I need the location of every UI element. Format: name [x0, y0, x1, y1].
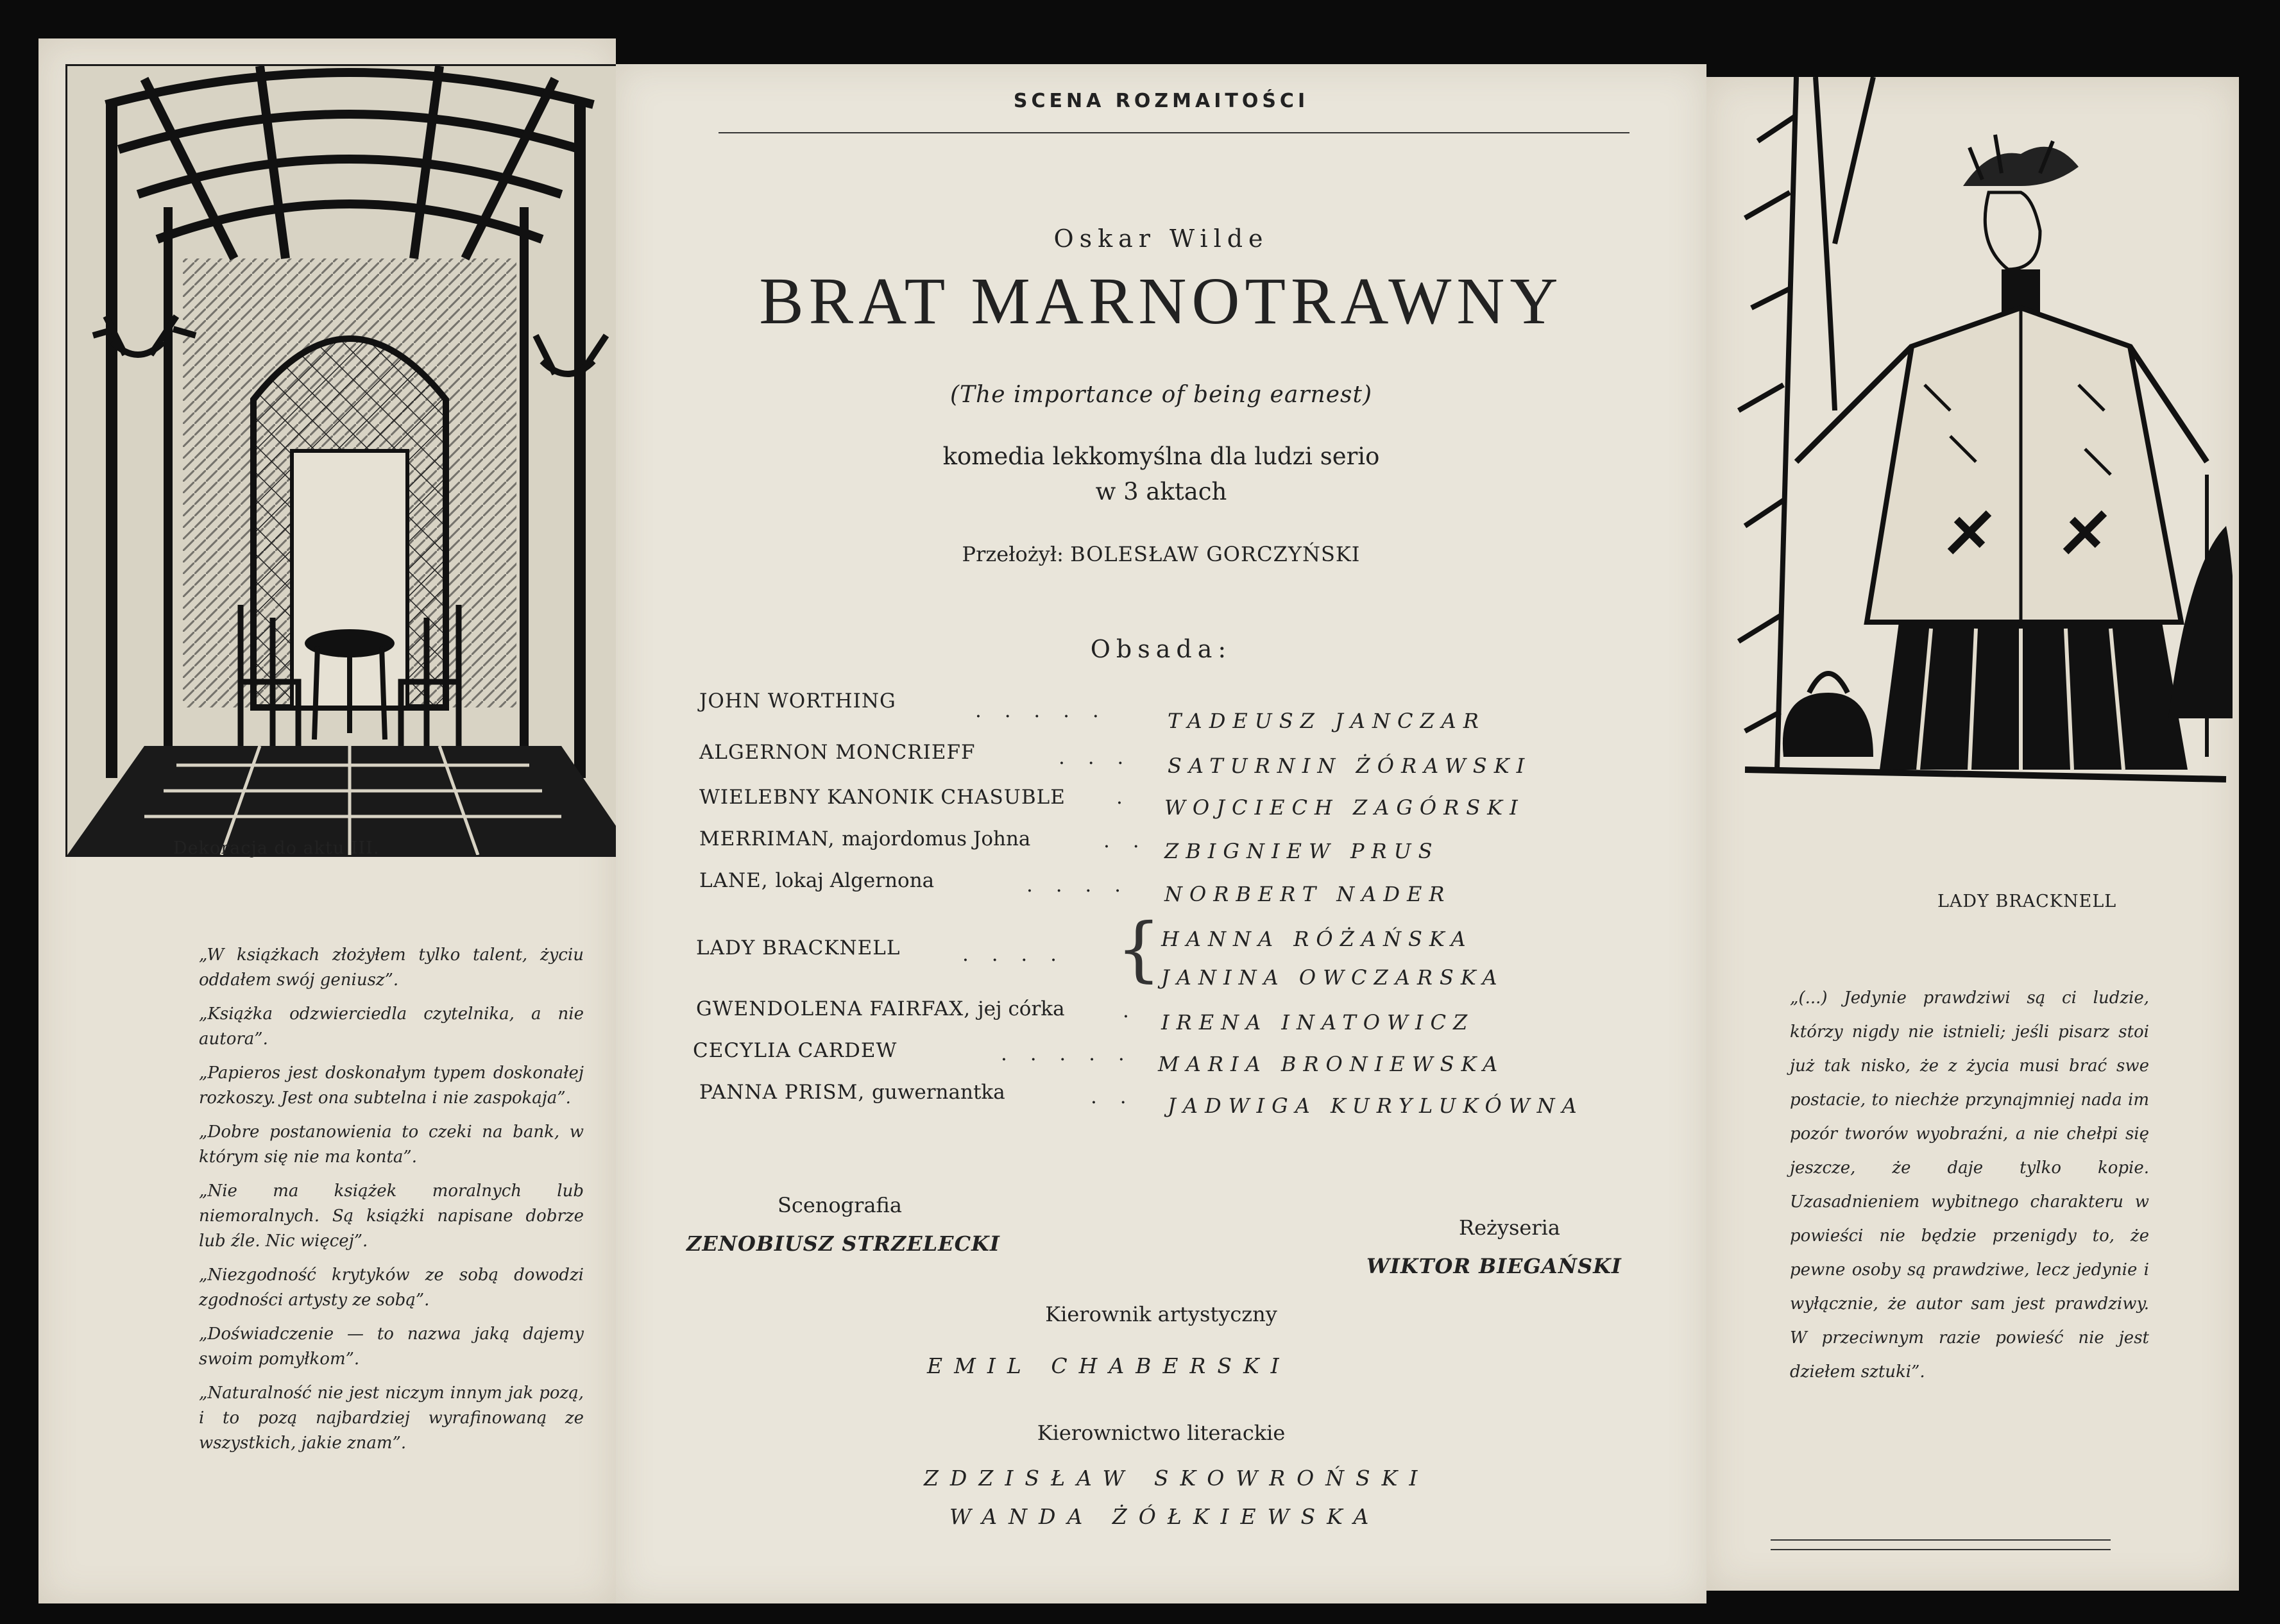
cast-role: MERRIMAN, majordomus Johna	[699, 827, 1031, 850]
lady-bracknell-illustration	[1719, 77, 2233, 885]
cast-role: GWENDOLENA FAIRFAX, jej córka	[696, 997, 1065, 1020]
center-panel	[616, 64, 1706, 1603]
cast-actor: IRENA INATOWICZ	[1161, 1010, 1475, 1035]
aphorism: „Doświadczenie — to nazwa jaką dajemy swoim pomyłkom”.	[199, 1324, 584, 1369]
aphorism: „Dobre postanowienia to czeki na bank, w którym się nie ma konta”.	[199, 1122, 584, 1167]
direction-name: WIKTOR BIEGAŃSKI	[1366, 1254, 1622, 1278]
aphorism: „Książka odzwierciedla czytelnika, a nie autora”.	[199, 1004, 584, 1049]
cast-actor: WOJCIECH ZAGÓRSKI	[1164, 795, 1525, 820]
direction-label: Reżyseria	[1459, 1215, 1560, 1240]
literary-label: Kierownictwo literackie	[1037, 1421, 1286, 1445]
cast-role: PANNA PRISM, guwernantka	[699, 1081, 1005, 1104]
theater-name: SCENA ROZMAITOŚCI	[1013, 90, 1309, 112]
leader-dots: . .	[1091, 1085, 1135, 1108]
right-panel	[1706, 77, 2239, 1591]
aphorism: „W książkach złożyłem tylko talent, życiu oddałem swój geniusz”.	[199, 945, 584, 990]
art-director-label: Kierownik artystyczny	[1045, 1302, 1277, 1326]
leader-dots: . .	[1103, 829, 1148, 852]
leader-dots: . . . .	[962, 943, 1065, 966]
original-title: (The importance of being earnest)	[949, 382, 1373, 408]
aphorism: „Niezgodność krytyków ze sobą dowodzi zgodności artysty ze sobą”.	[199, 1265, 584, 1310]
cast-actor: MARIA BRONIEWSKA	[1158, 1052, 1505, 1076]
play-title: BRAT MARNOTRAWNY	[759, 264, 1563, 338]
stage-set-illustration	[65, 64, 638, 857]
genre-line-2: w 3 aktach	[1095, 478, 1227, 505]
literary-name-1: ZDZISŁAW SKOWROŃSKI	[924, 1466, 1429, 1491]
literary-name-2: WANDA ŻÓŁKIEWSKA	[949, 1504, 1381, 1529]
art-director-name: EMIL CHABERSKI	[927, 1353, 1291, 1378]
room-drawing-icon	[67, 66, 636, 855]
illustration-caption: Dekoracja do aktu III.	[173, 838, 380, 858]
cast-actor: NORBERT NADER	[1164, 882, 1452, 906]
cast-actor: SATURNIN ŻÓRAWSKI	[1168, 754, 1532, 778]
wilde-aphorisms	[199, 943, 584, 1465]
translator-line	[616, 542, 1706, 566]
lady-figure-icon	[1719, 77, 2233, 885]
leader-dots: . . . . .	[1001, 1042, 1133, 1065]
cast-actor: ZBIGNIEW PRUS	[1164, 839, 1440, 863]
leader-dots: . . .	[1059, 746, 1132, 769]
leader-dots: . . . . .	[975, 699, 1107, 722]
leader-dots: . . . .	[1026, 874, 1129, 897]
bottom-rule	[1771, 1549, 2111, 1550]
cast-actor: TADEUSZ JANCZAR	[1168, 709, 1486, 733]
leader-dots: .	[1123, 999, 1137, 1022]
cast-role: WIELEBNY KANONIK CHASUBLE	[699, 786, 1066, 809]
aphorism: „Nie ma książek moralnych lub niemoralnych. Są książki napisane dobrze lub źle. Nic więcej”.	[199, 1181, 584, 1251]
author-name: Oskar Wilde	[1053, 224, 1269, 253]
cast-role: LADY BRACKNELL	[696, 936, 901, 960]
cast-actor-alternate: JANINA OWCZARSKA	[1161, 965, 1504, 990]
cast-role: LANE, lokaj Algernona	[699, 869, 935, 892]
cast-heading: Obsada:	[1090, 635, 1232, 663]
illustration-caption: LADY BRACKNELL	[1937, 892, 2117, 911]
cast-role: JOHN WORTHING	[699, 689, 896, 713]
scenography-name: ZENOBIUSZ STRZELECKI	[686, 1231, 1000, 1256]
header-rule	[719, 132, 1629, 133]
leader-dots: .	[1116, 786, 1131, 809]
translator-name: BOLESŁAW GORCZYŃSKI	[1070, 542, 1361, 566]
alternate-cast-brace: {	[1116, 908, 1161, 990]
aphorism: „Papieros jest doskonałym typem doskonałej rozkoszy. Jest ona subtelna i nie zaspokaja”.	[199, 1063, 584, 1108]
cast-role: ALGERNON MONCRIEFF	[699, 741, 976, 764]
cast-role: CECYLIA CARDEW	[693, 1039, 898, 1062]
scenography-label: Scenografia	[778, 1193, 902, 1217]
genre-line-1: komedia lekkomyślna dla ludzi serio	[942, 443, 1380, 470]
cast-actor: JADWIGA KURYLUKÓWNA	[1168, 1094, 1584, 1118]
aphorism: „Naturalność nie jest niczym innym jak pozą, i to pozą najbardziej wyrafinowaną ze wszystkich, jakie znam”.	[199, 1383, 584, 1453]
cast-actor: HANNA RÓŻAŃSKA	[1161, 927, 1473, 951]
bottom-rule	[1771, 1539, 2111, 1541]
translator-label: Przełożył:	[962, 542, 1064, 566]
wilde-quote: „(...) Jedynie prawdziwi są ci ludzie, którzy nigdy nie istnieli; jeśli pisarz stoi już tak nisko, że z życia musi brać swe postacie, to niechże przynajmniej nada im pozór tworów wyobraźni, a nie chełpi się jeszcze, że daje tylko kopie. Uzasadnieniem wybitnego charakteru w powieści nie będzie przenigdy to, że pewne osoby są prawdziwe, lecz jedynie i wyłącznie, że autor sam jest prawdziwy. W przeciwnym razie powieść nie jest dziełem sztuki”.	[1790, 988, 2149, 1382]
left-panel	[38, 38, 616, 1603]
